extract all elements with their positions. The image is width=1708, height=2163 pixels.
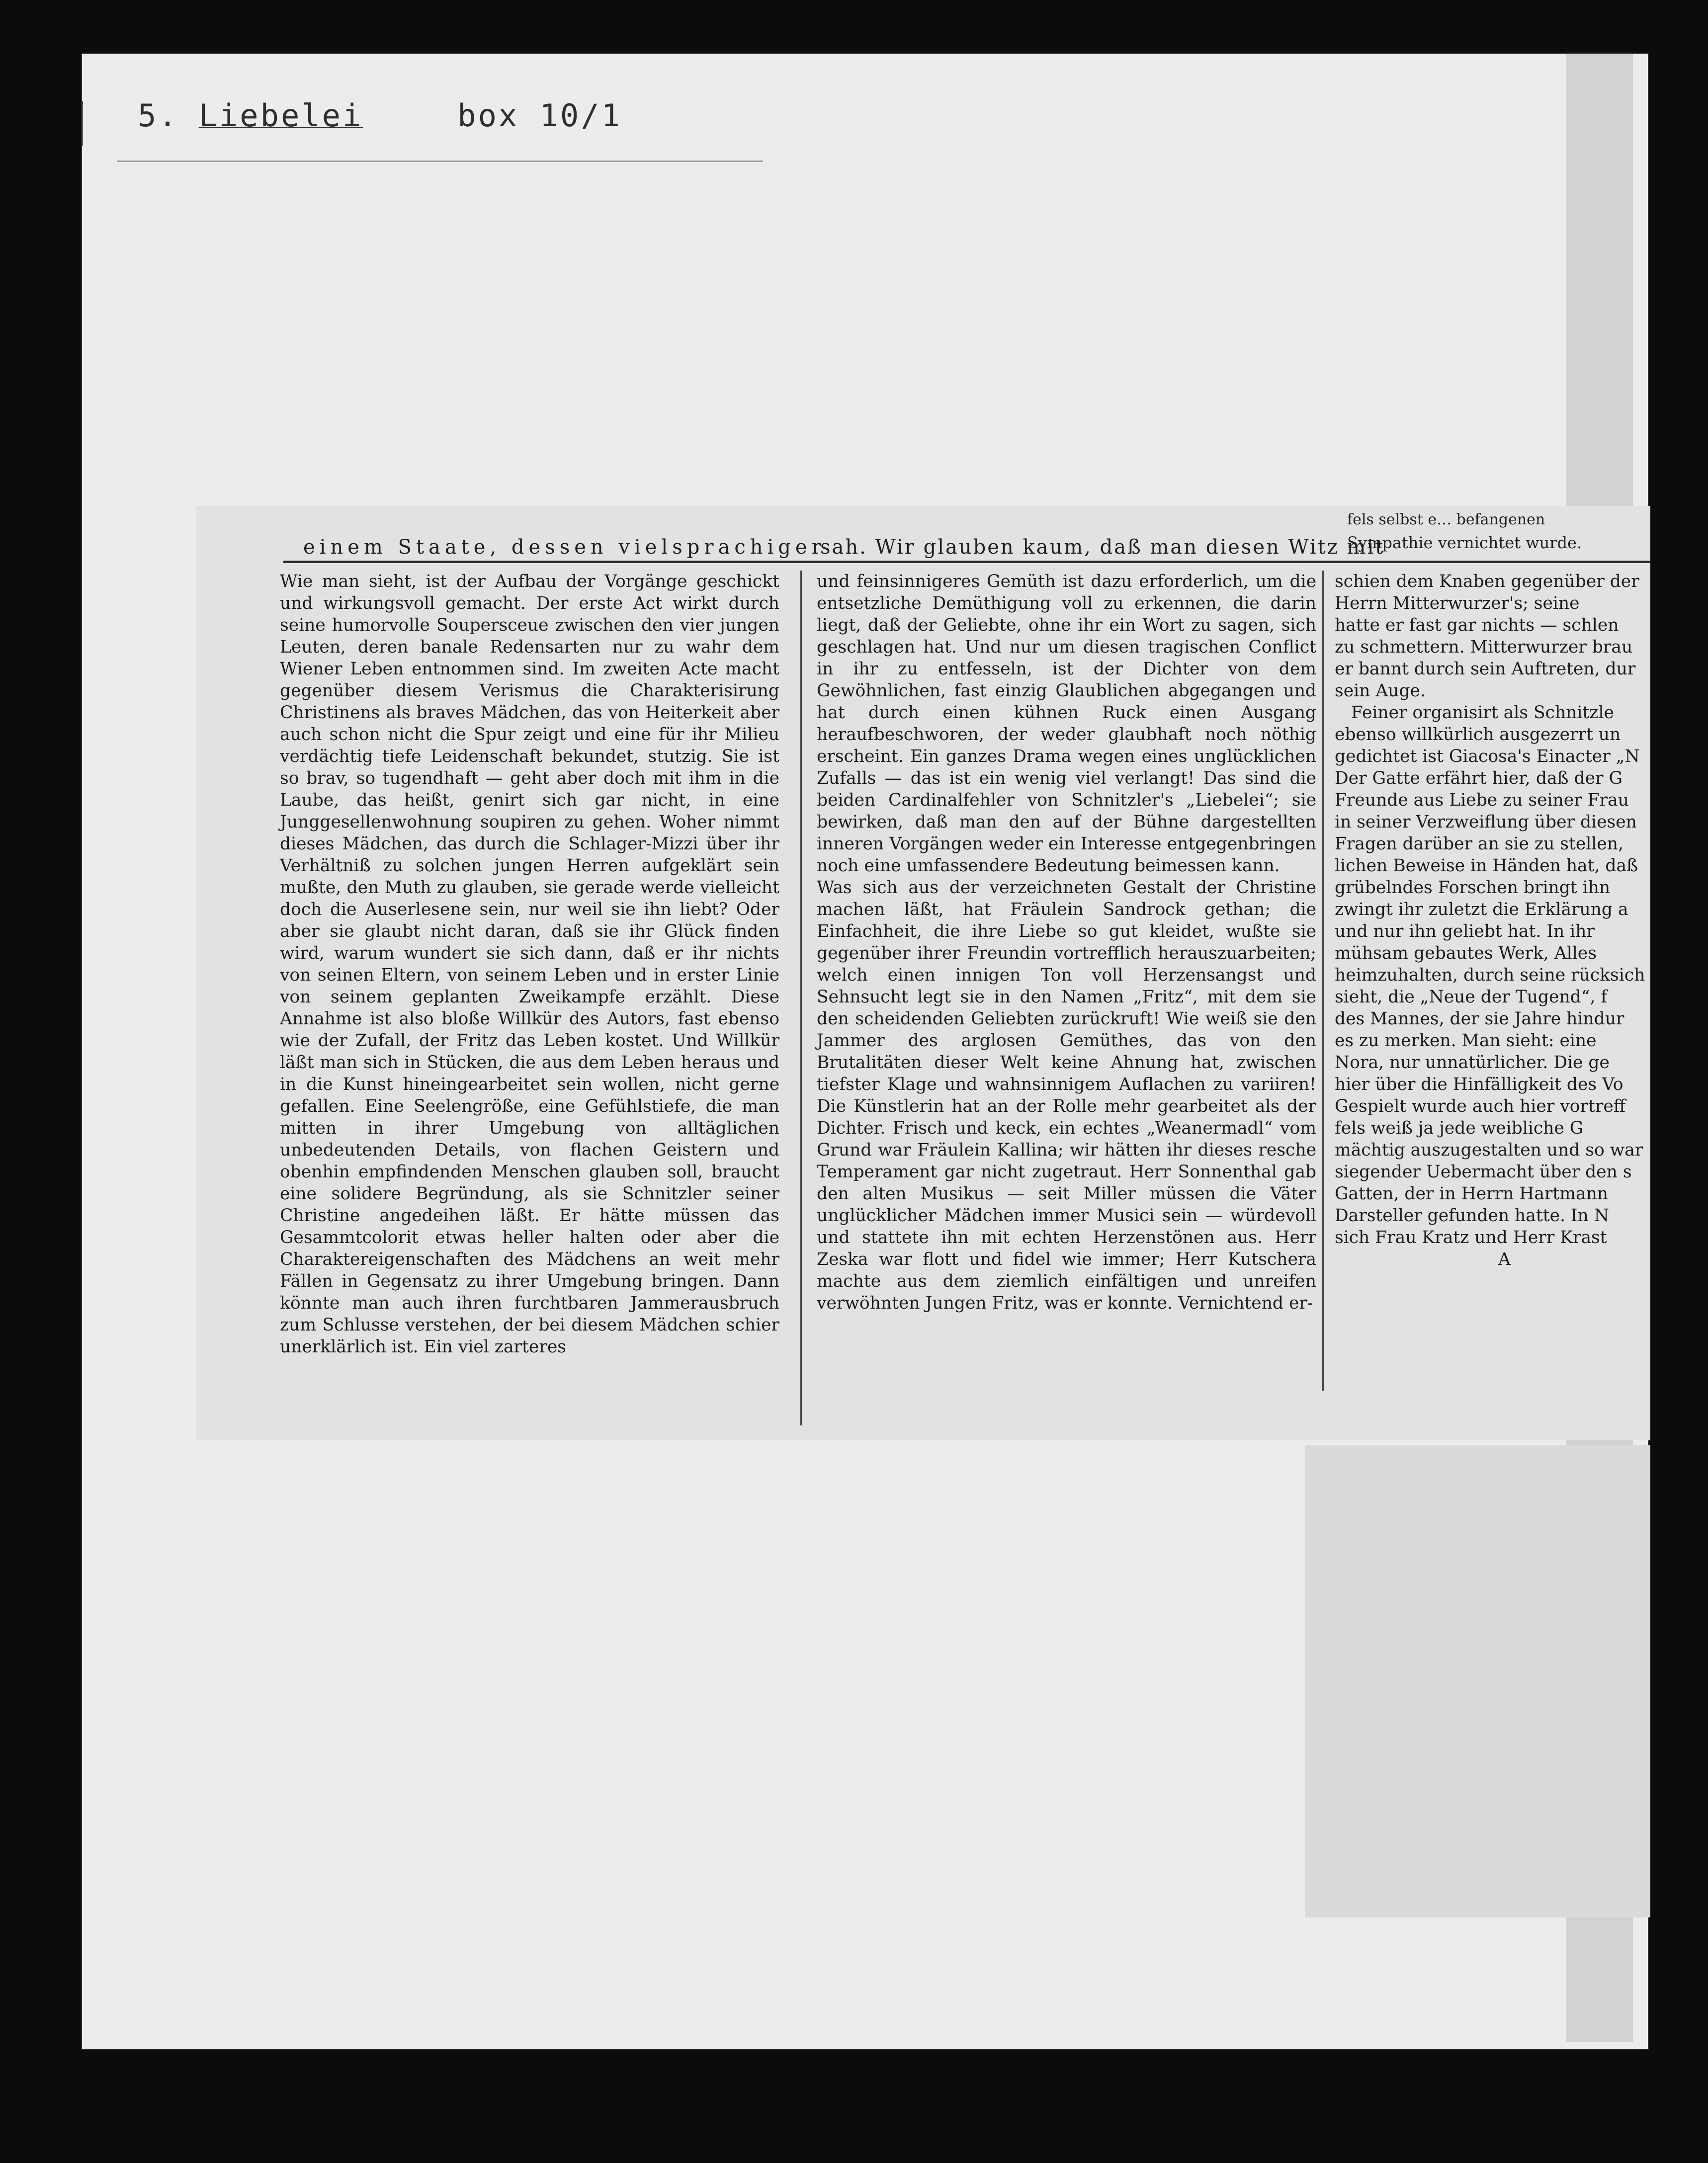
article-column-1: Wie man sieht, ist der Aufbau der Vorgänge geschickt und wirkungsvoll gemacht. Der erste Act wirkt durch seine humorvolle Soupersceue zwischen den vier jungen Leuten, deren banale Redensarten nur zu wahr dem Wiener Leben entnommen sind. Im zweiten Acte macht gegenüber diesem Verismus die Charakterisirung Christinens als braves Mädchen, das von Heiterkeit aber auch schon nicht die Spur zeigt und eine für ihr Milieu verdächtig tiefe Leidenschaft bekundet, stutzig. Sie ist so brav, so tugendhaft — geht aber doch mit ihm in die Laube, das heißt, genirt sich gar nicht, in eine Junggesellenwohnung soupiren zu gehen. Woher nimmt dieses Mädchen, das durch die Schlager-Mizzi über ihr Verhältniß zu solchen jungen Herren aufgeklärt sein mußte, den Muth zu glauben, sie gerade werde vielleicht doch die Auserlesene sein, nur weil sie ihn liebt? Oder aber sie glaubt nicht daran, daß sie ihr Glück finden wird, warum wundert sie sich dann, daß er ihr nichts von seinen Eltern, von seinem Leben und in erster Linie von seinem geplanten Zweikampfe erzählt. Diese Annahme ist also bloße Willkür des Autors, fast ebenso wie der Zufall, der Fritz das Leben kostet. Und Willkür läßt man sich in Stücken, die aus dem Leben heraus und in die Kunst hineingearbeitet sein wollen, nicht gerne gefallen. Eine Seelengröße, eine Gefühlstiefe, die man mitten in ihrer Umgebung von alltäglichen unbedeutenden Details, von flachen Geistern und obenhin empfindenden Menschen glauben soll, braucht eine solidere Begründung, als sie Schnitzler seiner Christine angedeihen läßt. Er hätte müssen das Gesammtcolorit etwas heller halten oder aber die Charaktereigenschaften des Mädchens an weit mehr Fällen in Gegensatz zu ihrer Umgebung bringen. Dann könnte man auch ihren furchtbaren Jammerausbruch zum Schlusse verstehen, der bei diesem Mädchen schier unerklärlich ist. Ein viel zarteres <box>280 572 779 1357</box>
top-strip-col2: sah. Wir glauben kaum, daß man diesen Witz mit <box>820 536 1385 559</box>
column-top-rule <box>283 561 1650 563</box>
header-number: 5. <box>138 97 179 134</box>
top-strip-col3-line2: Sympathie vernichtet wurde. <box>1347 533 1582 552</box>
clipping-top-strip <box>196 506 1650 561</box>
header-box-label: box 10/1 <box>457 97 622 134</box>
newspaper-clipping <box>196 506 1650 1440</box>
top-strip-col1: einem Staate, dessen vielsprachiger <box>303 536 826 559</box>
clipping-underlay <box>1305 1445 1650 1917</box>
article-column-2: und feinsinnigeres Gemüth ist dazu erforderlich, um die entsetzliche Demüthigung voll zu erkennen, die darin liegt, daß der Geliebte, ohne ihr ein Wort zu sagen, sich geschlagen hat. Und nur um diesen tragischen Conflict in ihr zu entfesseln, ist der Dichter von dem Gewöhnlichen, fast einzig Glaublichen abgegangen und hat durch einen kühnen Ruck einen Ausgang heraufbeschworen, der weder glaubhaft noch nöthig erscheint. Ein ganzes Drama wegen eines unglücklichen Zufalls — das ist ein wenig viel verlangt! Das sind die beiden Cardinalfehler von Schnitzler's „Liebelei“; sie bewirken, daß man den auf der Bühne dargestellten inneren Vorgängen weder ein Interesse entgegenbringen noch eine umfassendere Bedeutung beimessen kann. Was sich aus der verzeichneten Gestalt der Christine machen läßt, hat Fräulein Sandrock gethan; die Einfachheit, die ihre Liebe so gut kleidet, wußte sie gegenüber ihrer Freundin vortrefflich herauszuarbeiten; welch einen innigen Ton voll Herzensangst und Sehnsucht legt sie in den Namen „Fritz“, mit dem sie den scheidenden Geliebten zurückruft! Wie weiß sie den Jammer des arglosen Gemüthes, das von den Brutalitäten dieser Welt keine Ahnung hat, zwischen tiefster Klage und wahnsinnigem Auflachen zu variiren! Die Künstlerin hat an der Rolle mehr gearbeitet als der Dichter. Frisch und keck, ein echtes „Weanermadl“ vom Grund war Fräulein Kallina; wir hätten ihr dieses resche Temperament gar nicht zugetraut. Herr Sonnenthal gab den alten Musikus — seit Miller müssen die Väter unglücklicher Mädchen immer Musici sein — würdevoll und stattete ihn mit echten Herzenstönen aus. Herr Zeska war flott und fidel wie immer; Herr Kutschera machte aus dem ziemlich einfältigen und unreifen verwöhnten Jungen Fritz, was er konnte. Vernichtend er- <box>817 572 1316 1313</box>
column-divider-2 <box>1322 571 1324 1391</box>
article-column-3: schien dem Knaben gegenüber der Herrn Mitterwurzer's; seine hatte er fast gar nichts — schlen zu schmettern. Mitterwurzer brau er bannt durch sein Auftreten, dur sein Auge. Feiner organisirt als Schnitzle ebenso willkürlich ausgezerrt un gedichtet ist Giacosa's Einacter „N Der Gatte erfährt hier, daß der G Freunde aus Liebe zu seiner Frau in seiner Verzweiflung über diesen Fragen darüber an sie zu stellen, lichen Beweise in Händen hat, daß grübelndes Forschen bringt ihn zwingt ihr zuletzt die Erklärung a und nur ihn geliebt hat. In ihr mühsam gebautes Werk, Alles heimzuhalten, durch seine rücksich sieht, die „Neue der Tugend“, f des Mannes, der sie Jahre hindur es zu merken. Man sieht: eine Nora, nur unnatürlicher. Die ge hier über die Hinfälligkeit des Vo Gespielt wurde auch hier vortreff fels weiß ja jede weibliche G mächtig auszugestalten und so war siegender Uebermacht über den s Gatten, der in Herrn Hartmann Darsteller gefunden hatte. In N sich Frau Kratz und Herr Krast A <box>1335 572 1645 1269</box>
column-divider-1 <box>800 571 802 1425</box>
header-title: Liebelei <box>198 97 363 134</box>
header-rule <box>117 161 763 162</box>
top-strip-col3-line1: fels selbst e… befangenen <box>1347 511 1545 528</box>
margin-tick <box>82 101 83 146</box>
archive-header <box>138 97 622 134</box>
